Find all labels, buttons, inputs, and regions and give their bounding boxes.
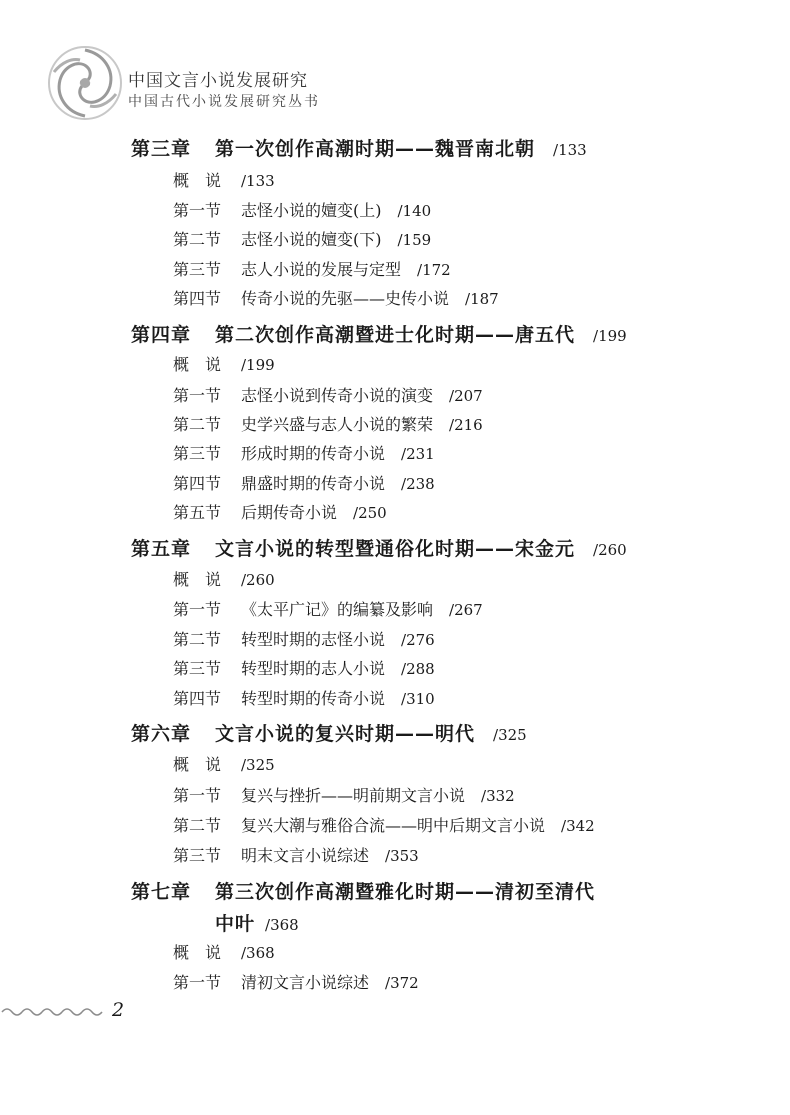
section-page: /342 [561, 817, 595, 835]
toc-section-entry [173, 940, 275, 963]
section-number: 第三节 [173, 444, 222, 463]
section-number: 第一节 [173, 973, 222, 992]
section-number: 概 说 [173, 943, 222, 962]
toc-section-entry [173, 352, 275, 375]
section-page: /276 [401, 631, 435, 649]
section-number: 第一节 [173, 386, 222, 405]
section-number: 第二节 [173, 415, 222, 434]
section-title: 史学兴盛与志人小说的繁荣 [241, 415, 434, 434]
section-title: 志人小说的发展与定型 [241, 260, 402, 279]
section-title: 《太平广记》的编纂及影响 [241, 600, 434, 619]
chapter-number: 第六章 [131, 723, 192, 745]
section-title: 志怪小说到传奇小说的演变 [241, 386, 434, 405]
toc-section-entry [173, 597, 483, 620]
toc-section-entry [173, 567, 275, 590]
section-page: /231 [401, 445, 435, 463]
toc-section-entry [173, 752, 275, 775]
section-number: 概 说 [173, 570, 222, 589]
section-page: /353 [385, 847, 419, 865]
section-title: 明末文言小说综述 [241, 846, 370, 865]
chapter-number: 第三章 [131, 138, 192, 160]
chapter-page: /133 [553, 141, 587, 159]
section-page: /133 [241, 172, 275, 190]
section-page: /368 [241, 944, 275, 962]
toc-chapter-continuation [215, 909, 299, 936]
section-page: /207 [449, 387, 483, 405]
series-title: 中国文言小说发展研究 [128, 71, 308, 91]
section-page: /250 [353, 504, 387, 522]
section-title: 形成时期的传奇小说 [241, 444, 386, 463]
toc-section-entry [173, 168, 275, 191]
section-title: 转型时期的志人小说 [241, 659, 386, 678]
toc-section-entry [173, 198, 431, 221]
section-page: /172 [417, 261, 451, 279]
section-title: 清初文言小说综述 [241, 973, 370, 992]
section-page: /267 [449, 601, 483, 619]
footer-ornament [0, 1005, 108, 1019]
section-page: /159 [397, 231, 432, 249]
section-page: /199 [241, 356, 275, 374]
toc-section-entry [173, 686, 435, 709]
chapter-page: /260 [593, 541, 627, 559]
section-number: 第一节 [173, 201, 222, 220]
chapter-number: 第五章 [131, 538, 192, 560]
series-logo-emblem [44, 42, 126, 124]
section-number: 第一节 [173, 786, 222, 805]
section-title: 志怪小说的嬗变(下) [241, 230, 382, 249]
chapter-page: /368 [265, 916, 299, 934]
section-title: 转型时期的传奇小说 [241, 689, 386, 708]
chapter-title: 第三次创作高潮暨雅化时期——清初至清代 [215, 881, 596, 903]
section-page: /288 [401, 660, 435, 678]
section-number: 第一节 [173, 600, 222, 619]
toc-section-entry [173, 471, 435, 494]
toc-section-entry [173, 257, 451, 280]
toc-chapter-entry [131, 719, 527, 746]
chapter-title: 第二次创作高潮暨进士化时期——唐五代 [215, 324, 576, 346]
toc-section-entry [173, 227, 431, 250]
toc-section-entry [173, 970, 419, 993]
section-number: 第二节 [173, 816, 222, 835]
section-page: /325 [241, 756, 275, 774]
section-number: 第三节 [173, 846, 222, 865]
toc-section-entry [173, 843, 419, 866]
chapter-page: /199 [593, 327, 627, 345]
toc-section-entry [173, 813, 595, 836]
section-page: /332 [481, 787, 515, 805]
section-number: 第四节 [173, 689, 222, 708]
toc-chapter-entry [131, 877, 595, 904]
section-number: 第三节 [173, 260, 222, 279]
section-page: /260 [241, 571, 275, 589]
toc-section-entry [173, 627, 435, 650]
toc-section-entry [173, 500, 387, 523]
chapter-title: 文言小说的复兴时期——明代 [215, 723, 476, 745]
section-title: 鼎盛时期的传奇小说 [241, 474, 386, 493]
chapter-title: 第一次创作高潮时期——魏晋南北朝 [215, 138, 536, 160]
toc-chapter-entry [131, 320, 627, 347]
toc-section-entry [173, 286, 499, 309]
section-number: 第三节 [173, 659, 222, 678]
section-number: 概 说 [173, 171, 222, 190]
section-number: 第四节 [173, 289, 222, 308]
chapter-number: 第七章 [131, 881, 192, 903]
section-page: /372 [385, 974, 419, 992]
section-title: 复兴大潮与雅俗合流——明中后期文言小说 [241, 816, 546, 835]
section-page: /187 [465, 290, 499, 308]
section-number: 第五节 [173, 503, 222, 522]
section-number: 第二节 [173, 230, 222, 249]
toc-section-entry [173, 412, 483, 435]
section-number: 第四节 [173, 474, 222, 493]
toc-section-entry [173, 656, 435, 679]
section-page: /310 [401, 690, 435, 708]
section-title: 传奇小说的先驱——史传小说 [241, 289, 450, 308]
page-number: 2 [112, 999, 125, 1021]
section-number: 概 说 [173, 355, 222, 374]
chapter-title-cont: 中叶 [215, 913, 256, 935]
section-number: 概 说 [173, 755, 222, 774]
section-number: 第二节 [173, 630, 222, 649]
section-title: 志怪小说的嬗变(上) [241, 201, 382, 220]
series-subtitle: 中国古代小说发展研究丛书 [128, 94, 320, 110]
section-page: /140 [397, 202, 432, 220]
section-page: /216 [449, 416, 483, 434]
section-title: 后期传奇小说 [241, 503, 338, 522]
toc-section-entry [173, 441, 435, 464]
section-title: 复兴与挫折——明前期文言小说 [241, 786, 466, 805]
toc-chapter-entry [131, 534, 627, 561]
chapter-page: /325 [493, 726, 527, 744]
toc-section-entry [173, 783, 515, 806]
toc-section-entry [173, 383, 483, 406]
section-page: /238 [401, 475, 435, 493]
chapter-number: 第四章 [131, 324, 192, 346]
toc-chapter-entry [131, 134, 587, 161]
section-title: 转型时期的志怪小说 [241, 630, 386, 649]
chapter-title: 文言小说的转型暨通俗化时期——宋金元 [215, 538, 576, 560]
